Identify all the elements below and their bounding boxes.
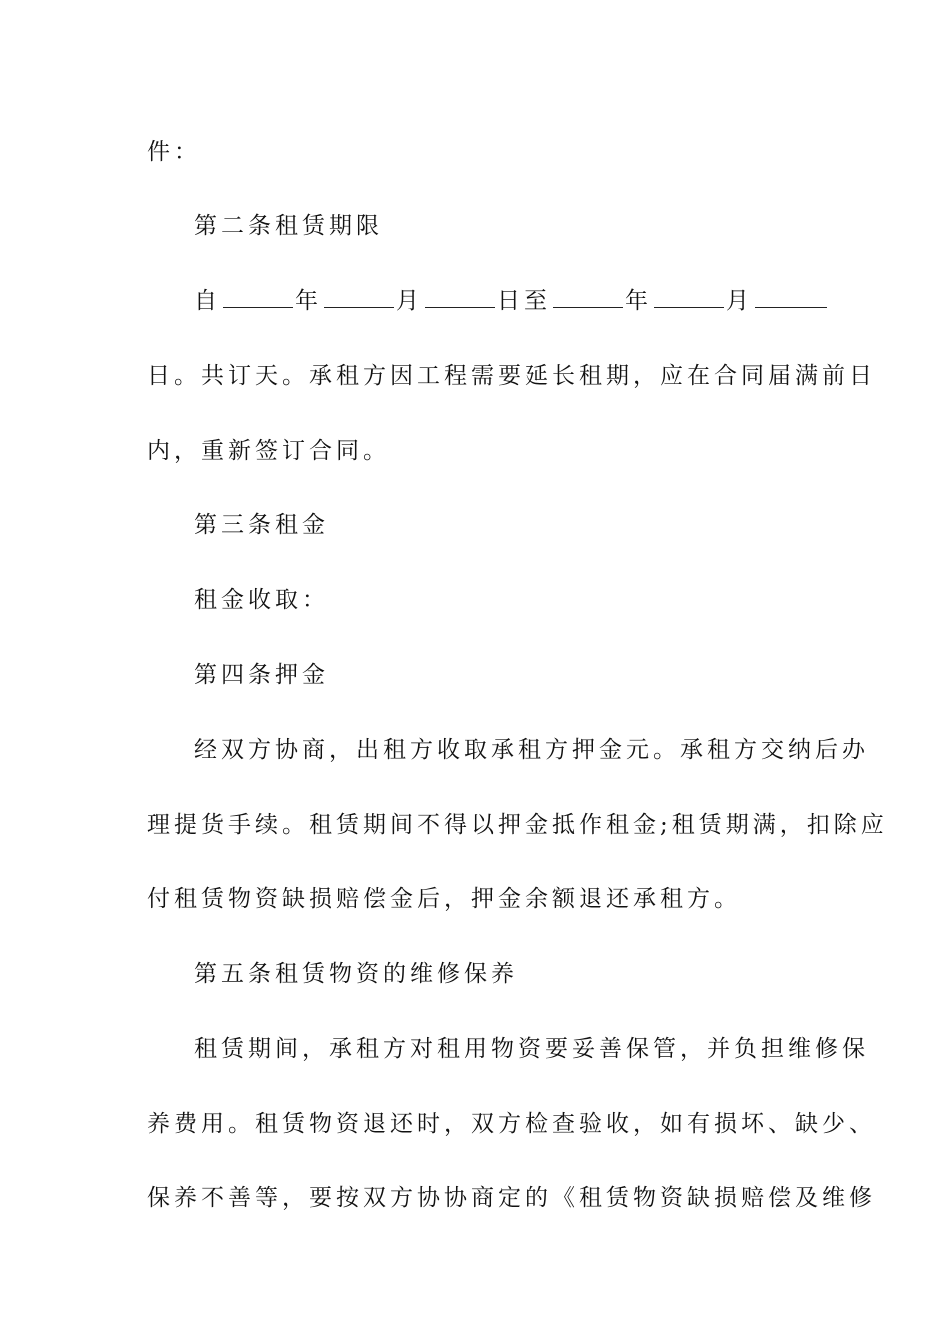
article-3-heading: 第三条租金 <box>194 512 329 538</box>
text-line-10: 理提货手续。租赁期间不得以押金抵作租金;租赁期满，扣除应 <box>147 812 888 838</box>
text-line-5: 内，重新签订合同。 <box>147 438 390 464</box>
text-line-4: 日。共订天。承租方因工程需要延长租期，应在合同届满前日 <box>147 363 876 389</box>
text-line-14: 养费用。租赁物资退还时，双方检查验收，如有损坏、缺少、 <box>147 1111 876 1137</box>
fill-blank <box>324 287 394 308</box>
text-segment: 月 <box>726 288 753 314</box>
text-line-13: 租赁期间，承租方对租用物资要妥善保管，并负担维修保 <box>194 1036 869 1062</box>
text-segment: 月 <box>396 288 423 314</box>
lease-term-line <box>0 286 950 316</box>
text-segment: 日至 <box>497 288 551 314</box>
fill-blank <box>425 287 495 308</box>
text-line-15: 保养不善等，要按双方协协商定的《租赁物资缺损赔偿及维修 <box>147 1185 876 1211</box>
text-segment: 年 <box>625 288 652 314</box>
text-line-7: 租金收取： <box>194 587 329 613</box>
article-4-heading: 第四条押金 <box>194 662 329 688</box>
text-segment: 年 <box>295 288 322 314</box>
fill-blank <box>654 287 724 308</box>
article-5-heading: 第五条租赁物资的维修保养 <box>194 961 518 987</box>
fill-blank <box>223 287 293 308</box>
text-line-1: 件： <box>147 139 201 165</box>
fill-blank <box>755 287 827 308</box>
text-line-9: 经双方协商，出租方收取承租方押金元。承租方交纳后办 <box>194 737 869 763</box>
text-line-11: 付租赁物资缺损赔偿金后，押金余额退还承租方。 <box>147 886 741 912</box>
text-segment: 自 <box>194 288 221 314</box>
article-2-heading: 第二条租赁期限 <box>194 213 383 239</box>
fill-blank <box>553 287 623 308</box>
